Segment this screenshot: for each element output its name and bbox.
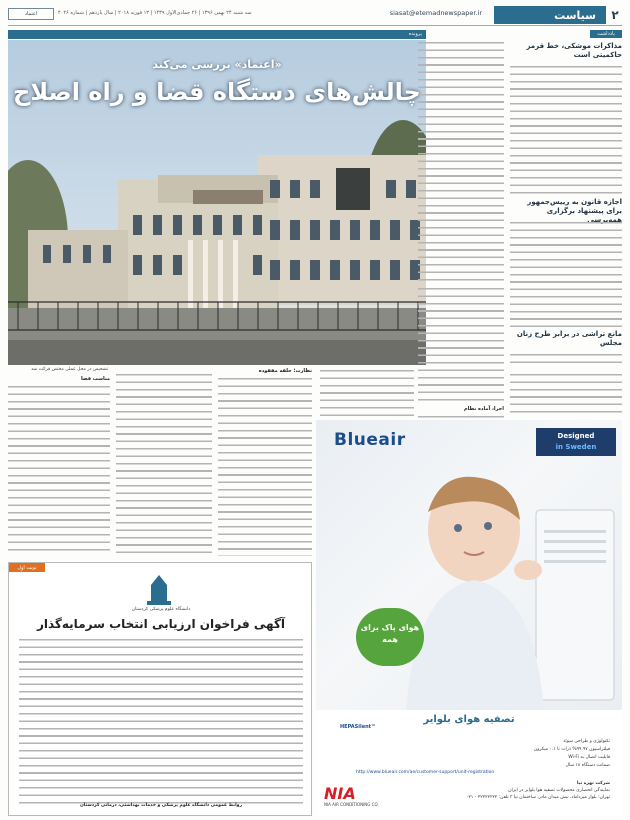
lead-headline[interactable]: چالش‌های دستگاه قضا و راه اصلاح: [13, 78, 421, 106]
lead-tag-bar: [8, 30, 426, 39]
ad-title: آگهی فراخوان ارزیابی انتخاب سرمایه‌گذار: [36, 617, 286, 631]
feature-item: ضمانت دستگاه ۱۸ سال: [565, 763, 610, 768]
column-headline-3: مانع تراشی در برابر طرح زنان مجلس: [516, 330, 622, 347]
lead-subhead-1: اجرا، آماده نظام: [463, 406, 504, 412]
column-body-3-cont: [510, 372, 622, 416]
lead-body-column-e: [8, 384, 110, 556]
opinion-column: [510, 30, 622, 368]
lead-body-column-c: [218, 376, 312, 556]
blueair-logo: Blueair: [334, 430, 406, 450]
feature-item: تکنولوژی و طراحی سوئد: [563, 739, 610, 744]
university-name: دانشگاه علوم پزشکی کردستان: [131, 607, 191, 612]
ad-signature: روابط عمومی دانشگاه علوم پزشکی و خدمات بهداشتی، درمانی کردستان: [79, 803, 243, 808]
lead-kicker: «اعتماد» بررسی می‌کند: [152, 58, 282, 71]
child-and-purifier-illustration: [316, 420, 622, 710]
feature-item: قابلیت اتصال به Wi-Fi: [568, 755, 610, 760]
designed-line-1: Designed: [557, 432, 595, 440]
blueair-ad: [316, 420, 622, 816]
column-body-1: [510, 64, 622, 194]
photo-caption: تشخیص در محل عملی مختص قرائت شد: [31, 367, 108, 372]
company-name: شرکت نهره نیا: [576, 781, 610, 786]
registration-link[interactable]: http://www.blueair.com/ae/customer-support/unit-registration: [356, 770, 495, 775]
section-email[interactable]: siasat@etemadnewspaper.ir: [389, 9, 482, 17]
ad-photo: [316, 420, 622, 710]
hepa-silent-label: HEPASilent™: [340, 724, 377, 730]
ad-badge: نوبت اول: [9, 563, 45, 572]
lead-body-column-a-end: [418, 414, 504, 418]
company-phones: تهران: بلوار میرداماد، نبش میدان مادر، ساختمان نیا ۳ تلفن: ۲۲۲۲۲۲۲۲ - ۰۲۱: [466, 795, 610, 800]
dateline: سه شنبه ۲۴ بهمن ۱۳۹۶ | ۲۶ جمادی‌الاول ۱۴۳۹ | ۱۳ فوریه ۲۰۱۸ | سال یازدهم | شماره ۴۰۲۶: [58, 10, 252, 16]
clean-air-bubble: هوای پاک برای همه: [356, 608, 424, 666]
masthead-logo: اعتماد: [8, 8, 54, 20]
page-number: ۲: [611, 8, 619, 22]
column-headline-2: اجازه قانون به رییس‌جمهور برای پیشنهاد برگزاری همه‌پرسی: [527, 198, 622, 224]
column-headline-1: مذاکرات موشکی، خط قرمز حاکمیتی است: [526, 42, 622, 59]
lead-body-column-a: [418, 40, 504, 282]
lead-tag: پرونده: [408, 31, 422, 37]
company-agency: نمایندگی انحصاری محصولات تصفیه هوا بلوایر در ایران: [508, 788, 610, 793]
lead-subhead-2: نظارت؛ حلقه مفقوده: [258, 368, 312, 374]
lead-body-column-a-cont: [418, 286, 504, 406]
investor-call-ad: [8, 562, 312, 816]
section-label[interactable]: سیاست: [494, 6, 606, 24]
lead-subhead-3: مناسب قضا: [80, 376, 110, 382]
column-body-3: [510, 352, 622, 368]
lead-body-column-b: [320, 368, 414, 418]
column-tag: یادداشت: [590, 30, 622, 38]
column-body-2: [510, 220, 622, 328]
nia-subtitle: NIA AIR CONDITIONING CO.: [324, 802, 379, 807]
ad-body: [19, 637, 303, 809]
company-contact: [410, 780, 610, 801]
lead-body-column-d: [116, 372, 212, 558]
designed-line-2: in Sweden: [555, 443, 597, 451]
nia-logo: [324, 786, 394, 810]
page-header: [8, 4, 622, 26]
nia-mark: NIA: [324, 784, 356, 803]
feature-item: فیلتراسیون ۹۹.۹۷% ذرات تا ۰.۱ میکرون: [533, 747, 610, 752]
designed-in-sweden-badge: [536, 428, 616, 456]
blueair-title: تصفیه هوای بلوایر: [423, 714, 515, 725]
